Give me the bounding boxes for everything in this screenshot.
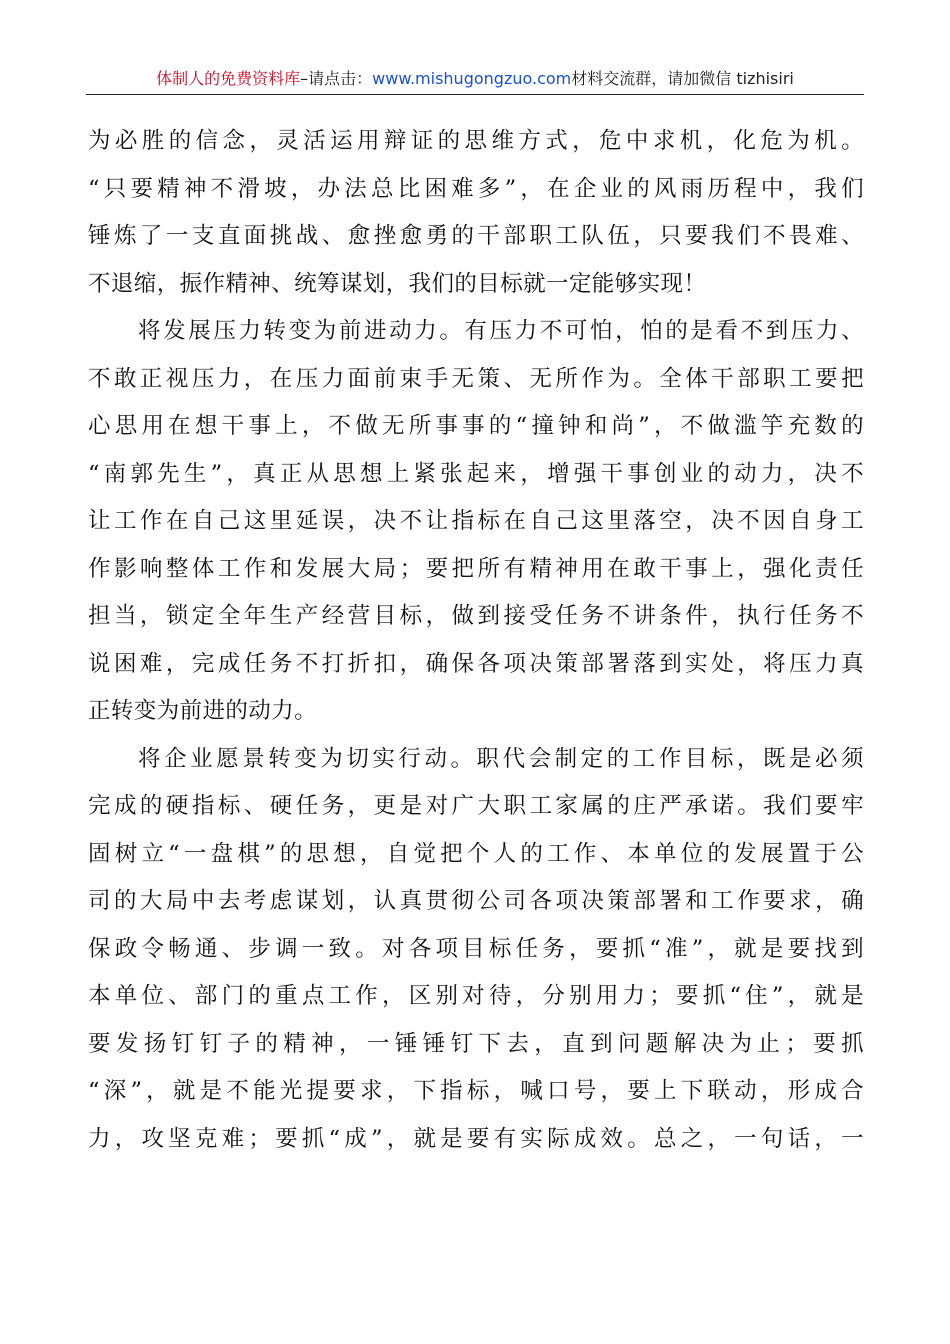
text-line: “南郭先生”，真正从思想上紧张起来，增强干事创业的动力，决不 [88, 460, 864, 487]
paragraph [88, 308, 864, 736]
header-contact-text: 材料交流群，请加微信 tizhisiri [571, 69, 794, 88]
text-line: 固树立“一盘棋”的思想，自觉把个人的工作、本单位的发展置于公 [88, 840, 864, 867]
paragraph [88, 736, 864, 1164]
header-site-name[interactable]: 体制人的免费资料库 [156, 69, 301, 88]
text-line: 担当，锁定全年生产经营目标，做到接受任务不讲条件，执行任务不 [88, 603, 864, 629]
text-line: 本单位、部门的重点工作，区别对待，分别用力；要抓“住”，就是 [88, 983, 864, 1009]
text-line: 将企业愿景转变为切实行动。职代会制定的工作目标，既是必须 [138, 745, 864, 772]
text-line: “深”，就是不能光提要求，下指标，喊口号，要上下联动，形成合 [88, 1078, 864, 1104]
text-line: 不退缩，振作精神、统筹谋划，我们的目标就一定能够实现！ [88, 270, 707, 297]
text-line: 司的大局中去考虑谋划，认真贯彻公司各项决策部署和工作要求，确 [88, 888, 864, 914]
text-line: 心思用在想干事上，不做无所事事的“撞钟和尚”，不做滥竽充数的 [88, 413, 864, 439]
text-line: “只要精神不滑坡，办法总比困难多”，在企业的风雨历程中，我们 [88, 175, 864, 202]
text-line: 说困难，完成任务不打折扣，确保各项决策部署落到实处，将压力真 [88, 650, 864, 677]
page-header [86, 66, 864, 95]
text-line: 力，攻坚克难；要抓“成”，就是要有实际成效。总之，一句话，一 [88, 1125, 864, 1152]
header-prompt: –请点击： [300, 69, 373, 88]
document-body [88, 118, 864, 1163]
text-line: 锤炼了一支直面挑战、愈挫愈勇的干部职工队伍，只要我们不畏难、 [88, 223, 864, 249]
text-line: 为必胜的信念，灵活运用辩证的思维方式，危中求机，化危为机。 [88, 128, 864, 154]
text-line: 让工作在自己这里延误，决不让指标在自己这里落空，决不因自身工 [88, 508, 864, 534]
header-url-link[interactable]: www.mishugongzuo.com [372, 69, 572, 88]
text-line: 完成的硬指标、硬任务，更是对广大职工家属的庄严承诺。我们要牢 [88, 793, 864, 819]
text-line: 将发展压力转变为前进动力。有压力不可怕，怕的是看不到压力、 [138, 318, 864, 344]
text-line: 不敢正视压力，在压力面前束手无策、无所作为。全体干部职工要把 [88, 365, 864, 392]
text-line: 作影响整体工作和发展大局；要把所有精神用在敢干事上，强化责任 [88, 555, 864, 582]
text-line: 保政令畅通、步调一致。对各项目标任务，要抓“准”，就是要找到 [88, 935, 864, 962]
text-line: 要发扬钉钉子的精神，一锤锤钉下去，直到问题解决为止；要抓 [88, 1030, 864, 1057]
paragraph [88, 118, 864, 308]
text-line: 正转变为前进的动力。 [88, 698, 318, 724]
